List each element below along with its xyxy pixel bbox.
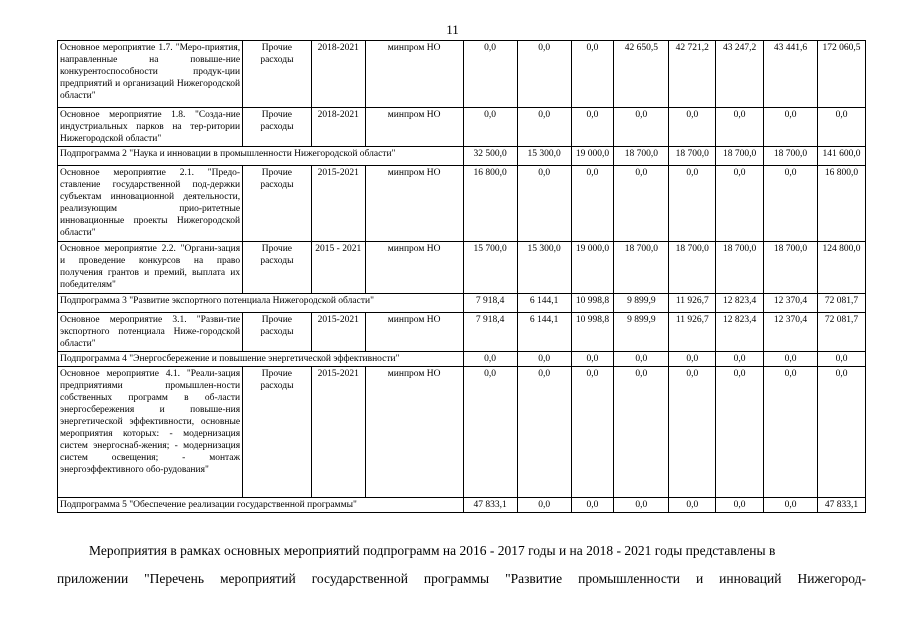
amount-cell: 0,0 xyxy=(517,352,571,367)
amount-cell: 0,0 xyxy=(517,367,571,498)
amount-cell: 12 823,4 xyxy=(716,313,764,352)
amount-cell: 43 247,2 xyxy=(716,41,764,108)
period-cell: 2015-2021 xyxy=(311,367,365,498)
amount-cell: 47 833,1 xyxy=(818,498,866,513)
executor-cell: минпром НО xyxy=(365,313,463,352)
amount-cell: 0,0 xyxy=(764,166,818,242)
amount-cell: 0,0 xyxy=(716,367,764,498)
amount-cell: 0,0 xyxy=(463,41,517,108)
amount-cell: 12 370,4 xyxy=(764,313,818,352)
budget-table xyxy=(57,40,866,513)
amount-cell: 18 700,0 xyxy=(614,147,669,166)
amount-cell: 0,0 xyxy=(463,108,517,147)
amount-cell: 0,0 xyxy=(818,352,866,367)
amount-cell: 0,0 xyxy=(716,108,764,147)
amount-cell: 0,0 xyxy=(614,108,669,147)
activity-name-cell: Основное мероприятие 2.2. "Органи-зация и проведение конкурсов на право получения грантов и премий, выплата их победителям" xyxy=(58,242,243,294)
activity-name-cell: Основное мероприятие 2.1. "Предо-ставление государственной под-держки субъектам инновационной деятельности, реализующим прио-ритетные инновационные проекты Нижегородской области" xyxy=(58,166,243,242)
executor-cell: минпром НО xyxy=(365,41,463,108)
amount-cell: 0,0 xyxy=(669,352,716,367)
amount-cell: 72 081,7 xyxy=(818,294,866,313)
period-cell: 2015-2021 xyxy=(311,166,365,242)
amount-cell: 18 700,0 xyxy=(669,147,716,166)
amount-cell: 9 899,9 xyxy=(614,294,669,313)
amount-cell: 7 918,4 xyxy=(463,313,517,352)
amount-cell: 124 800,0 xyxy=(818,242,866,294)
amount-cell: 0,0 xyxy=(614,166,669,242)
subprogram-row xyxy=(58,147,866,166)
activity-row xyxy=(58,108,866,147)
activity-row xyxy=(58,242,866,294)
amount-cell: 0,0 xyxy=(669,367,716,498)
amount-cell: 0,0 xyxy=(716,352,764,367)
funding-source-cell: Прочие расходы xyxy=(243,367,312,498)
amount-cell: 47 833,1 xyxy=(463,498,517,513)
amount-cell: 0,0 xyxy=(764,498,818,513)
amount-cell: 141 600,0 xyxy=(818,147,866,166)
activity-row xyxy=(58,367,866,498)
amount-cell: 15 700,0 xyxy=(463,242,517,294)
amount-cell: 42 650,5 xyxy=(614,41,669,108)
amount-cell: 9 899,9 xyxy=(614,313,669,352)
activity-name-cell: Основное мероприятие 1.7. "Меро-приятия, направленные на повыше-ние конкурентоспособности продук-ции предприятий и организаций Нижегородской области" xyxy=(58,41,243,108)
subprogram-name-cell: Подпрограмма 4 "Энергосбережение и повышение энергетической эффективности" xyxy=(58,352,464,367)
subprogram-row xyxy=(58,352,866,367)
amount-cell: 0,0 xyxy=(517,498,571,513)
funding-source-cell: Прочие расходы xyxy=(243,313,312,352)
amount-cell: 12 823,4 xyxy=(716,294,764,313)
table-body xyxy=(58,41,866,513)
amount-cell: 0,0 xyxy=(818,108,866,147)
funding-source-cell: Прочие расходы xyxy=(243,166,312,242)
executor-cell: минпром НО xyxy=(365,108,463,147)
amount-cell: 172 060,5 xyxy=(818,41,866,108)
amount-cell: 19 000,0 xyxy=(571,147,614,166)
amount-cell: 0,0 xyxy=(614,367,669,498)
amount-cell: 32 500,0 xyxy=(463,147,517,166)
amount-cell: 0,0 xyxy=(463,352,517,367)
amount-cell: 0,0 xyxy=(517,41,571,108)
amount-cell: 0,0 xyxy=(517,166,571,242)
amount-cell: 0,0 xyxy=(669,166,716,242)
activity-row xyxy=(58,41,866,108)
activity-name-cell: Основное мероприятие 3.1. "Разви-тие экспортного потенциала Ниже-городской области" xyxy=(58,313,243,352)
amount-cell: 12 370,4 xyxy=(764,294,818,313)
period-cell: 2015 - 2021 xyxy=(311,242,365,294)
amount-cell: 0,0 xyxy=(571,498,614,513)
amount-cell: 6 144,1 xyxy=(517,294,571,313)
amount-cell: 18 700,0 xyxy=(716,242,764,294)
amount-cell: 10 998,8 xyxy=(571,294,614,313)
subprogram-name-cell: Подпрограмма 3 "Развитие экспортного потенциала Нижегородской области" xyxy=(58,294,464,313)
amount-cell: 0,0 xyxy=(463,367,517,498)
paragraph-line-2: приложении "Перечень мероприятий государственной программы "Развитие промышленности и инноваций Нижегород- xyxy=(57,571,866,586)
amount-cell: 16 800,0 xyxy=(818,166,866,242)
amount-cell: 0,0 xyxy=(669,108,716,147)
amount-cell: 0,0 xyxy=(764,352,818,367)
amount-cell: 0,0 xyxy=(517,108,571,147)
amount-cell: 0,0 xyxy=(571,108,614,147)
funding-source-cell: Прочие расходы xyxy=(243,41,312,108)
amount-cell: 0,0 xyxy=(818,367,866,498)
amount-cell: 15 300,0 xyxy=(517,242,571,294)
amount-cell: 0,0 xyxy=(614,498,669,513)
amount-cell: 0,0 xyxy=(669,498,716,513)
amount-cell: 15 300,0 xyxy=(517,147,571,166)
amount-cell: 19 000,0 xyxy=(571,242,614,294)
amount-cell: 18 700,0 xyxy=(764,242,818,294)
funding-source-cell: Прочие расходы xyxy=(243,108,312,147)
activity-row xyxy=(58,313,866,352)
period-cell: 2018-2021 xyxy=(311,41,365,108)
amount-cell: 72 081,7 xyxy=(818,313,866,352)
page-number: 11 xyxy=(446,22,459,37)
amount-cell: 0,0 xyxy=(571,352,614,367)
amount-cell: 43 441,6 xyxy=(764,41,818,108)
paragraph-line-1: Мероприятия в рамках основных мероприятий подпрограмм на 2016 - 2017 годы и на 2018 - 2021 годы представлены в xyxy=(89,543,776,558)
funding-source-cell: Прочие расходы xyxy=(243,242,312,294)
amount-cell: 0,0 xyxy=(614,352,669,367)
amount-cell: 18 700,0 xyxy=(669,242,716,294)
subprogram-name-cell: Подпрограмма 2 "Наука и инновации в промышленности Нижегородской области" xyxy=(58,147,464,166)
activity-name-cell: Основное мероприятие 4.1. "Реали-зация предприятиями промышлен-ности собственных программ в об-ласти энергосбережения и повыше-ния энергетической эффективности, основные мероприятия которых: - модернизация систем энергоснаб-жения; - модернизация систем освещения; - монтаж энергоэффективного обо-рудования" xyxy=(58,367,243,498)
amount-cell: 0,0 xyxy=(571,166,614,242)
amount-cell: 0,0 xyxy=(716,166,764,242)
amount-cell: 11 926,7 xyxy=(669,313,716,352)
executor-cell: минпром НО xyxy=(365,367,463,498)
amount-cell: 16 800,0 xyxy=(463,166,517,242)
activity-row xyxy=(58,166,866,242)
amount-cell: 11 926,7 xyxy=(669,294,716,313)
amount-cell: 0,0 xyxy=(764,108,818,147)
amount-cell: 18 700,0 xyxy=(764,147,818,166)
amount-cell: 0,0 xyxy=(764,367,818,498)
amount-cell: 0,0 xyxy=(571,41,614,108)
subprogram-row xyxy=(58,498,866,513)
amount-cell: 10 998,8 xyxy=(571,313,614,352)
amount-cell: 18 700,0 xyxy=(716,147,764,166)
executor-cell: минпром НО xyxy=(365,242,463,294)
period-cell: 2015-2021 xyxy=(311,313,365,352)
subprogram-name-cell: Подпрограмма 5 "Обеспечение реализации государственной программы" xyxy=(58,498,464,513)
amount-cell: 0,0 xyxy=(716,498,764,513)
subprogram-row xyxy=(58,294,866,313)
activity-name-cell: Основное мероприятие 1.8. "Созда-ние индустриальных парков на тер-ритории Нижегородской области" xyxy=(58,108,243,147)
executor-cell: минпром НО xyxy=(365,166,463,242)
amount-cell: 6 144,1 xyxy=(517,313,571,352)
period-cell: 2018-2021 xyxy=(311,108,365,147)
amount-cell: 42 721,2 xyxy=(669,41,716,108)
amount-cell: 7 918,4 xyxy=(463,294,517,313)
amount-cell: 0,0 xyxy=(571,367,614,498)
amount-cell: 18 700,0 xyxy=(614,242,669,294)
